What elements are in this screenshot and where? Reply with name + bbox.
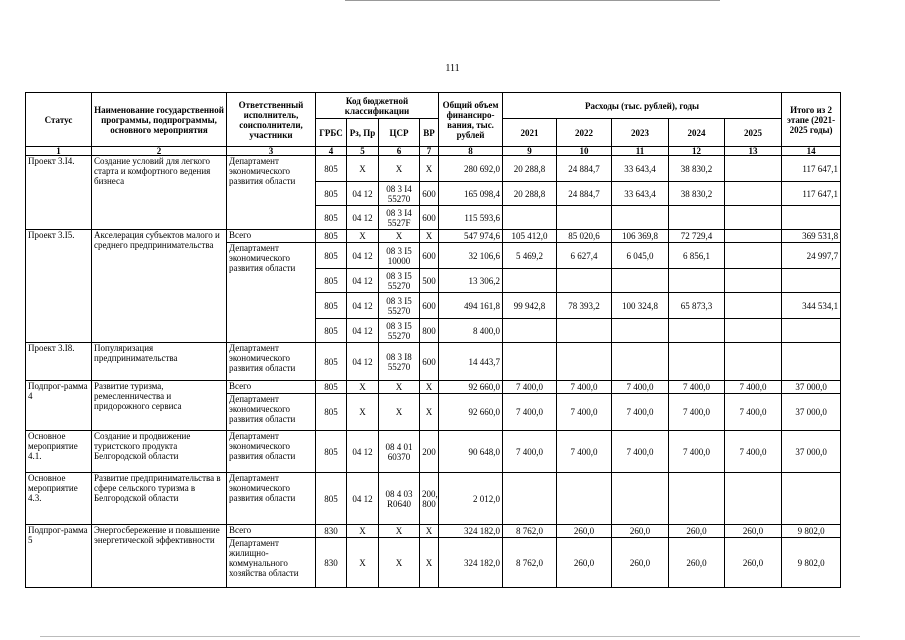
y2021-cell: 20 288,8 <box>503 182 557 206</box>
status-cell: Проект 3.I8. <box>26 343 92 381</box>
y2022-cell <box>557 473 612 525</box>
grbs-cell: 805 <box>316 269 347 293</box>
rzpr-cell: X <box>347 394 379 431</box>
y2024-cell: 7 400,0 <box>669 394 725 431</box>
grbs-cell: 805 <box>316 381 347 394</box>
grbs-cell: 805 <box>316 230 347 243</box>
grbs-cell: 805 <box>316 319 347 343</box>
y2021-cell <box>503 319 557 343</box>
y2021-cell: 7 400,0 <box>503 394 557 431</box>
col-rzpr: Рз, Пр <box>347 119 379 147</box>
rzpr-cell: 04 12 <box>347 431 379 473</box>
y2022-cell: 85 020,6 <box>557 230 612 243</box>
y2024-cell: 72 729,4 <box>669 230 725 243</box>
stage-cell <box>782 206 841 230</box>
y2023-cell: 33 643,4 <box>612 156 669 182</box>
y2021-cell: 7 400,0 <box>503 381 557 394</box>
csr-cell: 08 3 I4 55270 <box>379 182 420 206</box>
csr-cell: 08 3 I4 5527F <box>379 206 420 230</box>
total-cell: 92 660,0 <box>439 381 503 394</box>
vr-cell: 200 <box>420 431 439 473</box>
y2022-cell: 7 400,0 <box>557 431 612 473</box>
name-cell: Развитие предпринимательства в сфере сельского туризма в Белгородской области <box>92 473 227 525</box>
y2024-cell <box>669 319 725 343</box>
vr-cell: 600 <box>420 343 439 381</box>
name-cell: Развитие туризма, ремесленничества и придорожного сервиса <box>92 381 227 431</box>
name-cell: Энергосбережение и повышение энергетической эффективности <box>92 525 227 588</box>
col-csr: ЦСР <box>379 119 420 147</box>
stage-cell: 117 647,1 <box>782 156 841 182</box>
y2022-cell <box>557 343 612 381</box>
y2025-cell: 7 400,0 <box>725 431 782 473</box>
col-stage-total: Итого из 2 этапе (2021-2025 годы) <box>782 93 841 147</box>
total-cell: 115 593,6 <box>439 206 503 230</box>
csr-cell: 08 3 I8 55270 <box>379 343 420 381</box>
y2024-cell: 65 873,3 <box>669 293 725 319</box>
y2023-cell: 106 369,8 <box>612 230 669 243</box>
y2024-cell <box>669 343 725 381</box>
y2025-cell: 260,0 <box>725 525 782 538</box>
csr-cell: X <box>379 525 420 538</box>
grbs-cell: 805 <box>316 156 347 182</box>
y2024-cell <box>669 269 725 293</box>
rzpr-cell: 04 12 <box>347 206 379 230</box>
stage-cell: 344 534,1 <box>782 293 841 319</box>
y2023-cell: 6 045,0 <box>612 243 669 269</box>
total-cell: 324 182,0 <box>439 525 503 538</box>
csr-cell: 08 4 03 R0640 <box>379 473 420 525</box>
stage-cell: 37 000,0 <box>782 394 841 431</box>
y2024-cell: 38 830,2 <box>669 156 725 182</box>
grbs-cell: 805 <box>316 293 347 319</box>
y2022-cell <box>557 269 612 293</box>
stage-cell <box>782 343 841 381</box>
executor-cell: Департамент экономического развития области <box>227 243 316 343</box>
vr-cell: 800 <box>420 319 439 343</box>
rzpr-cell: X <box>347 525 379 538</box>
csr-cell: X <box>379 394 420 431</box>
total-cell: 547 974,6 <box>439 230 503 243</box>
vr-cell: 600 <box>420 243 439 269</box>
y2023-cell <box>612 269 669 293</box>
y2025-cell <box>725 293 782 319</box>
table-row <box>26 230 841 243</box>
y2023-cell: 7 400,0 <box>612 394 669 431</box>
col-grbs: ГРБС <box>316 119 347 147</box>
total-cell: 8 400,0 <box>439 319 503 343</box>
grbs-cell: 805 <box>316 343 347 381</box>
csr-cell: X <box>379 230 420 243</box>
col-num: 3 <box>227 147 316 156</box>
total-cell: 92 660,0 <box>439 394 503 431</box>
total-cell: 280 692,0 <box>439 156 503 182</box>
y2024-cell: 38 830,2 <box>669 182 725 206</box>
col-num: 11 <box>612 147 669 156</box>
y2025-cell <box>725 156 782 182</box>
col-2023: 2023 <box>612 119 669 147</box>
col-num: 2 <box>92 147 227 156</box>
col-num: 1 <box>26 147 92 156</box>
stage-cell: 369 531,8 <box>782 230 841 243</box>
executor-cell: Департамент экономического развития области <box>227 473 316 525</box>
vr-cell: X <box>420 538 439 588</box>
y2023-cell: 33 643,4 <box>612 182 669 206</box>
y2023-cell: 7 400,0 <box>612 431 669 473</box>
total-cell: 13 306,2 <box>439 269 503 293</box>
col-num: 9 <box>503 147 557 156</box>
y2025-cell <box>725 206 782 230</box>
vr-cell: X <box>420 525 439 538</box>
csr-cell: X <box>379 156 420 182</box>
table-row <box>26 343 841 381</box>
scan-edge-top <box>345 0 720 1</box>
y2023-cell <box>612 473 669 525</box>
vr-cell: X <box>420 381 439 394</box>
grbs-cell: 805 <box>316 206 347 230</box>
y2024-cell: 7 400,0 <box>669 431 725 473</box>
grbs-cell: 830 <box>316 525 347 538</box>
col-2022: 2022 <box>557 119 612 147</box>
rzpr-cell: 04 12 <box>347 343 379 381</box>
vr-cell: 600 <box>420 182 439 206</box>
total-cell: 90 648,0 <box>439 431 503 473</box>
name-cell: Создание условий для легкого старта и комфортного ведения бизнеса <box>92 156 227 230</box>
y2021-cell <box>503 473 557 525</box>
status-cell: Основное мероприятие 4.1. <box>26 431 92 473</box>
col-num: 4 <box>316 147 347 156</box>
col-name: Наименование государственной программы, подпрограммы, основного мероприятия <box>92 93 227 147</box>
y2022-cell: 7 400,0 <box>557 381 612 394</box>
col-expenses: Расходы (тыс. рублей), годы <box>503 93 782 119</box>
y2025-cell <box>725 182 782 206</box>
total-cell: 32 106,6 <box>439 243 503 269</box>
rzpr-cell: 04 12 <box>347 319 379 343</box>
y2025-cell <box>725 269 782 293</box>
vr-cell: 500 <box>420 269 439 293</box>
y2023-cell <box>612 319 669 343</box>
col-num: 7 <box>420 147 439 156</box>
table-row <box>26 525 841 538</box>
y2021-cell: 7 400,0 <box>503 431 557 473</box>
y2021-cell <box>503 343 557 381</box>
rzpr-cell: 04 12 <box>347 269 379 293</box>
y2022-cell: 6 627,4 <box>557 243 612 269</box>
status-cell: Проект 3.I5. <box>26 230 92 343</box>
rzpr-cell: X <box>347 538 379 588</box>
y2025-cell: 7 400,0 <box>725 381 782 394</box>
y2024-cell <box>669 206 725 230</box>
rzpr-cell: 04 12 <box>347 182 379 206</box>
total-cell: 2 012,0 <box>439 473 503 525</box>
stage-cell <box>782 269 841 293</box>
y2022-cell <box>557 319 612 343</box>
y2021-cell <box>503 269 557 293</box>
executor-cell: Департамент экономического развития области <box>227 394 316 431</box>
vr-cell: X <box>420 230 439 243</box>
col-executor: Ответственный исполнитель, соисполнители, участники <box>227 93 316 147</box>
executor-all-cell: Всего <box>227 230 316 243</box>
name-cell: Акселерация субъектов малого и среднего предпринимательства <box>92 230 227 343</box>
col-code: Код бюджетной классификации <box>316 93 439 119</box>
stage-cell <box>782 473 841 525</box>
y2023-cell: 260,0 <box>612 525 669 538</box>
rzpr-cell: X <box>347 156 379 182</box>
page-number: 111 <box>445 63 460 74</box>
y2025-cell <box>725 473 782 525</box>
y2022-cell: 24 884,7 <box>557 156 612 182</box>
col-num: 13 <box>725 147 782 156</box>
y2021-cell: 99 942,8 <box>503 293 557 319</box>
y2024-cell: 7 400,0 <box>669 381 725 394</box>
col-total: Общий объем финансиро-вания, тыс. рублей <box>439 93 503 147</box>
y2024-cell <box>669 473 725 525</box>
stage-cell: 9 802,0 <box>782 538 841 588</box>
csr-cell: 08 4 01 60370 <box>379 431 420 473</box>
y2022-cell: 24 884,7 <box>557 182 612 206</box>
y2024-cell: 6 856,1 <box>669 243 725 269</box>
executor-all-cell: Всего <box>227 381 316 394</box>
col-status: Статус <box>26 93 92 147</box>
executor-all-cell: Всего <box>227 525 316 538</box>
csr-cell: 08 3 I5 10000 <box>379 243 420 269</box>
y2022-cell <box>557 206 612 230</box>
csr-cell: 08 3 I5 55270 <box>379 293 420 319</box>
rzpr-cell: X <box>347 230 379 243</box>
y2022-cell: 78 393,2 <box>557 293 612 319</box>
y2021-cell <box>503 206 557 230</box>
executor-cell: Департамент экономического развития области <box>227 343 316 381</box>
rzpr-cell: 04 12 <box>347 243 379 269</box>
grbs-cell: 805 <box>316 182 347 206</box>
vr-cell: 600 <box>420 293 439 319</box>
status-cell: Проект 3.I4. <box>26 156 92 230</box>
col-2024: 2024 <box>669 119 725 147</box>
grbs-cell: 830 <box>316 538 347 588</box>
y2021-cell: 5 469,2 <box>503 243 557 269</box>
vr-cell: 200, 800 <box>420 473 439 525</box>
stage-cell: 37 000,0 <box>782 381 841 394</box>
table-row <box>26 156 841 182</box>
y2025-cell <box>725 230 782 243</box>
y2025-cell <box>725 243 782 269</box>
header-row-1 <box>26 93 841 119</box>
executor-cell: Департамент экономического развития области <box>227 431 316 473</box>
table-row <box>26 473 841 525</box>
grbs-cell: 805 <box>316 394 347 431</box>
y2025-cell: 7 400,0 <box>725 394 782 431</box>
budget-table <box>25 92 841 588</box>
csr-cell: X <box>379 538 420 588</box>
name-cell: Популяризация предпринимательства <box>92 343 227 381</box>
y2024-cell: 260,0 <box>669 525 725 538</box>
y2023-cell <box>612 206 669 230</box>
vr-cell: 600 <box>420 206 439 230</box>
col-num: 8 <box>439 147 503 156</box>
y2023-cell <box>612 343 669 381</box>
col-vr: ВР <box>420 119 439 147</box>
stage-cell: 9 802,0 <box>782 525 841 538</box>
y2025-cell: 260,0 <box>725 538 782 588</box>
csr-cell: 08 3 I5 55270 <box>379 319 420 343</box>
csr-cell: 08 3 I5 55270 <box>379 269 420 293</box>
rzpr-cell: 04 12 <box>347 473 379 525</box>
total-cell: 165 098,4 <box>439 182 503 206</box>
stage-cell: 117 647,1 <box>782 182 841 206</box>
stage-cell <box>782 319 841 343</box>
scan-edge-bottom <box>40 636 860 637</box>
y2021-cell: 105 412,0 <box>503 230 557 243</box>
rzpr-cell: 04 12 <box>347 293 379 319</box>
y2022-cell: 260,0 <box>557 525 612 538</box>
y2023-cell: 7 400,0 <box>612 381 669 394</box>
table-row <box>26 431 841 473</box>
grbs-cell: 805 <box>316 243 347 269</box>
status-cell: Подпрог-рамма 5 <box>26 525 92 588</box>
name-cell: Создание и продвижение туристского продукта Белгородской области <box>92 431 227 473</box>
col-num: 6 <box>379 147 420 156</box>
vr-cell: X <box>420 394 439 431</box>
y2023-cell: 100 324,8 <box>612 293 669 319</box>
y2021-cell: 8 762,0 <box>503 525 557 538</box>
executor-cell: Департамент экономического развития области <box>227 156 316 230</box>
stage-cell: 37 000,0 <box>782 431 841 473</box>
y2023-cell: 260,0 <box>612 538 669 588</box>
status-cell: Основное мероприятие 4.3. <box>26 473 92 525</box>
stage-cell: 24 997,7 <box>782 243 841 269</box>
y2022-cell: 7 400,0 <box>557 394 612 431</box>
y2025-cell <box>725 343 782 381</box>
y2021-cell: 8 762,0 <box>503 538 557 588</box>
col-num: 12 <box>669 147 725 156</box>
y2025-cell <box>725 319 782 343</box>
csr-cell: X <box>379 381 420 394</box>
total-cell: 494 161,8 <box>439 293 503 319</box>
y2022-cell: 260,0 <box>557 538 612 588</box>
rzpr-cell: X <box>347 381 379 394</box>
total-cell: 324 182,0 <box>439 538 503 588</box>
column-numbers-row <box>26 147 841 156</box>
col-2021: 2021 <box>503 119 557 147</box>
status-cell: Подпрог-рамма 4 <box>26 381 92 431</box>
col-num: 10 <box>557 147 612 156</box>
y2024-cell: 260,0 <box>669 538 725 588</box>
grbs-cell: 805 <box>316 431 347 473</box>
grbs-cell: 805 <box>316 473 347 525</box>
total-cell: 14 443,7 <box>439 343 503 381</box>
table-row <box>26 381 841 394</box>
vr-cell: X <box>420 156 439 182</box>
col-num: 14 <box>782 147 841 156</box>
col-num: 5 <box>347 147 379 156</box>
col-2025: 2025 <box>725 119 782 147</box>
executor-cell: Департамент жилищно-коммунального хозяйства области <box>227 538 316 588</box>
y2021-cell: 20 288,8 <box>503 156 557 182</box>
